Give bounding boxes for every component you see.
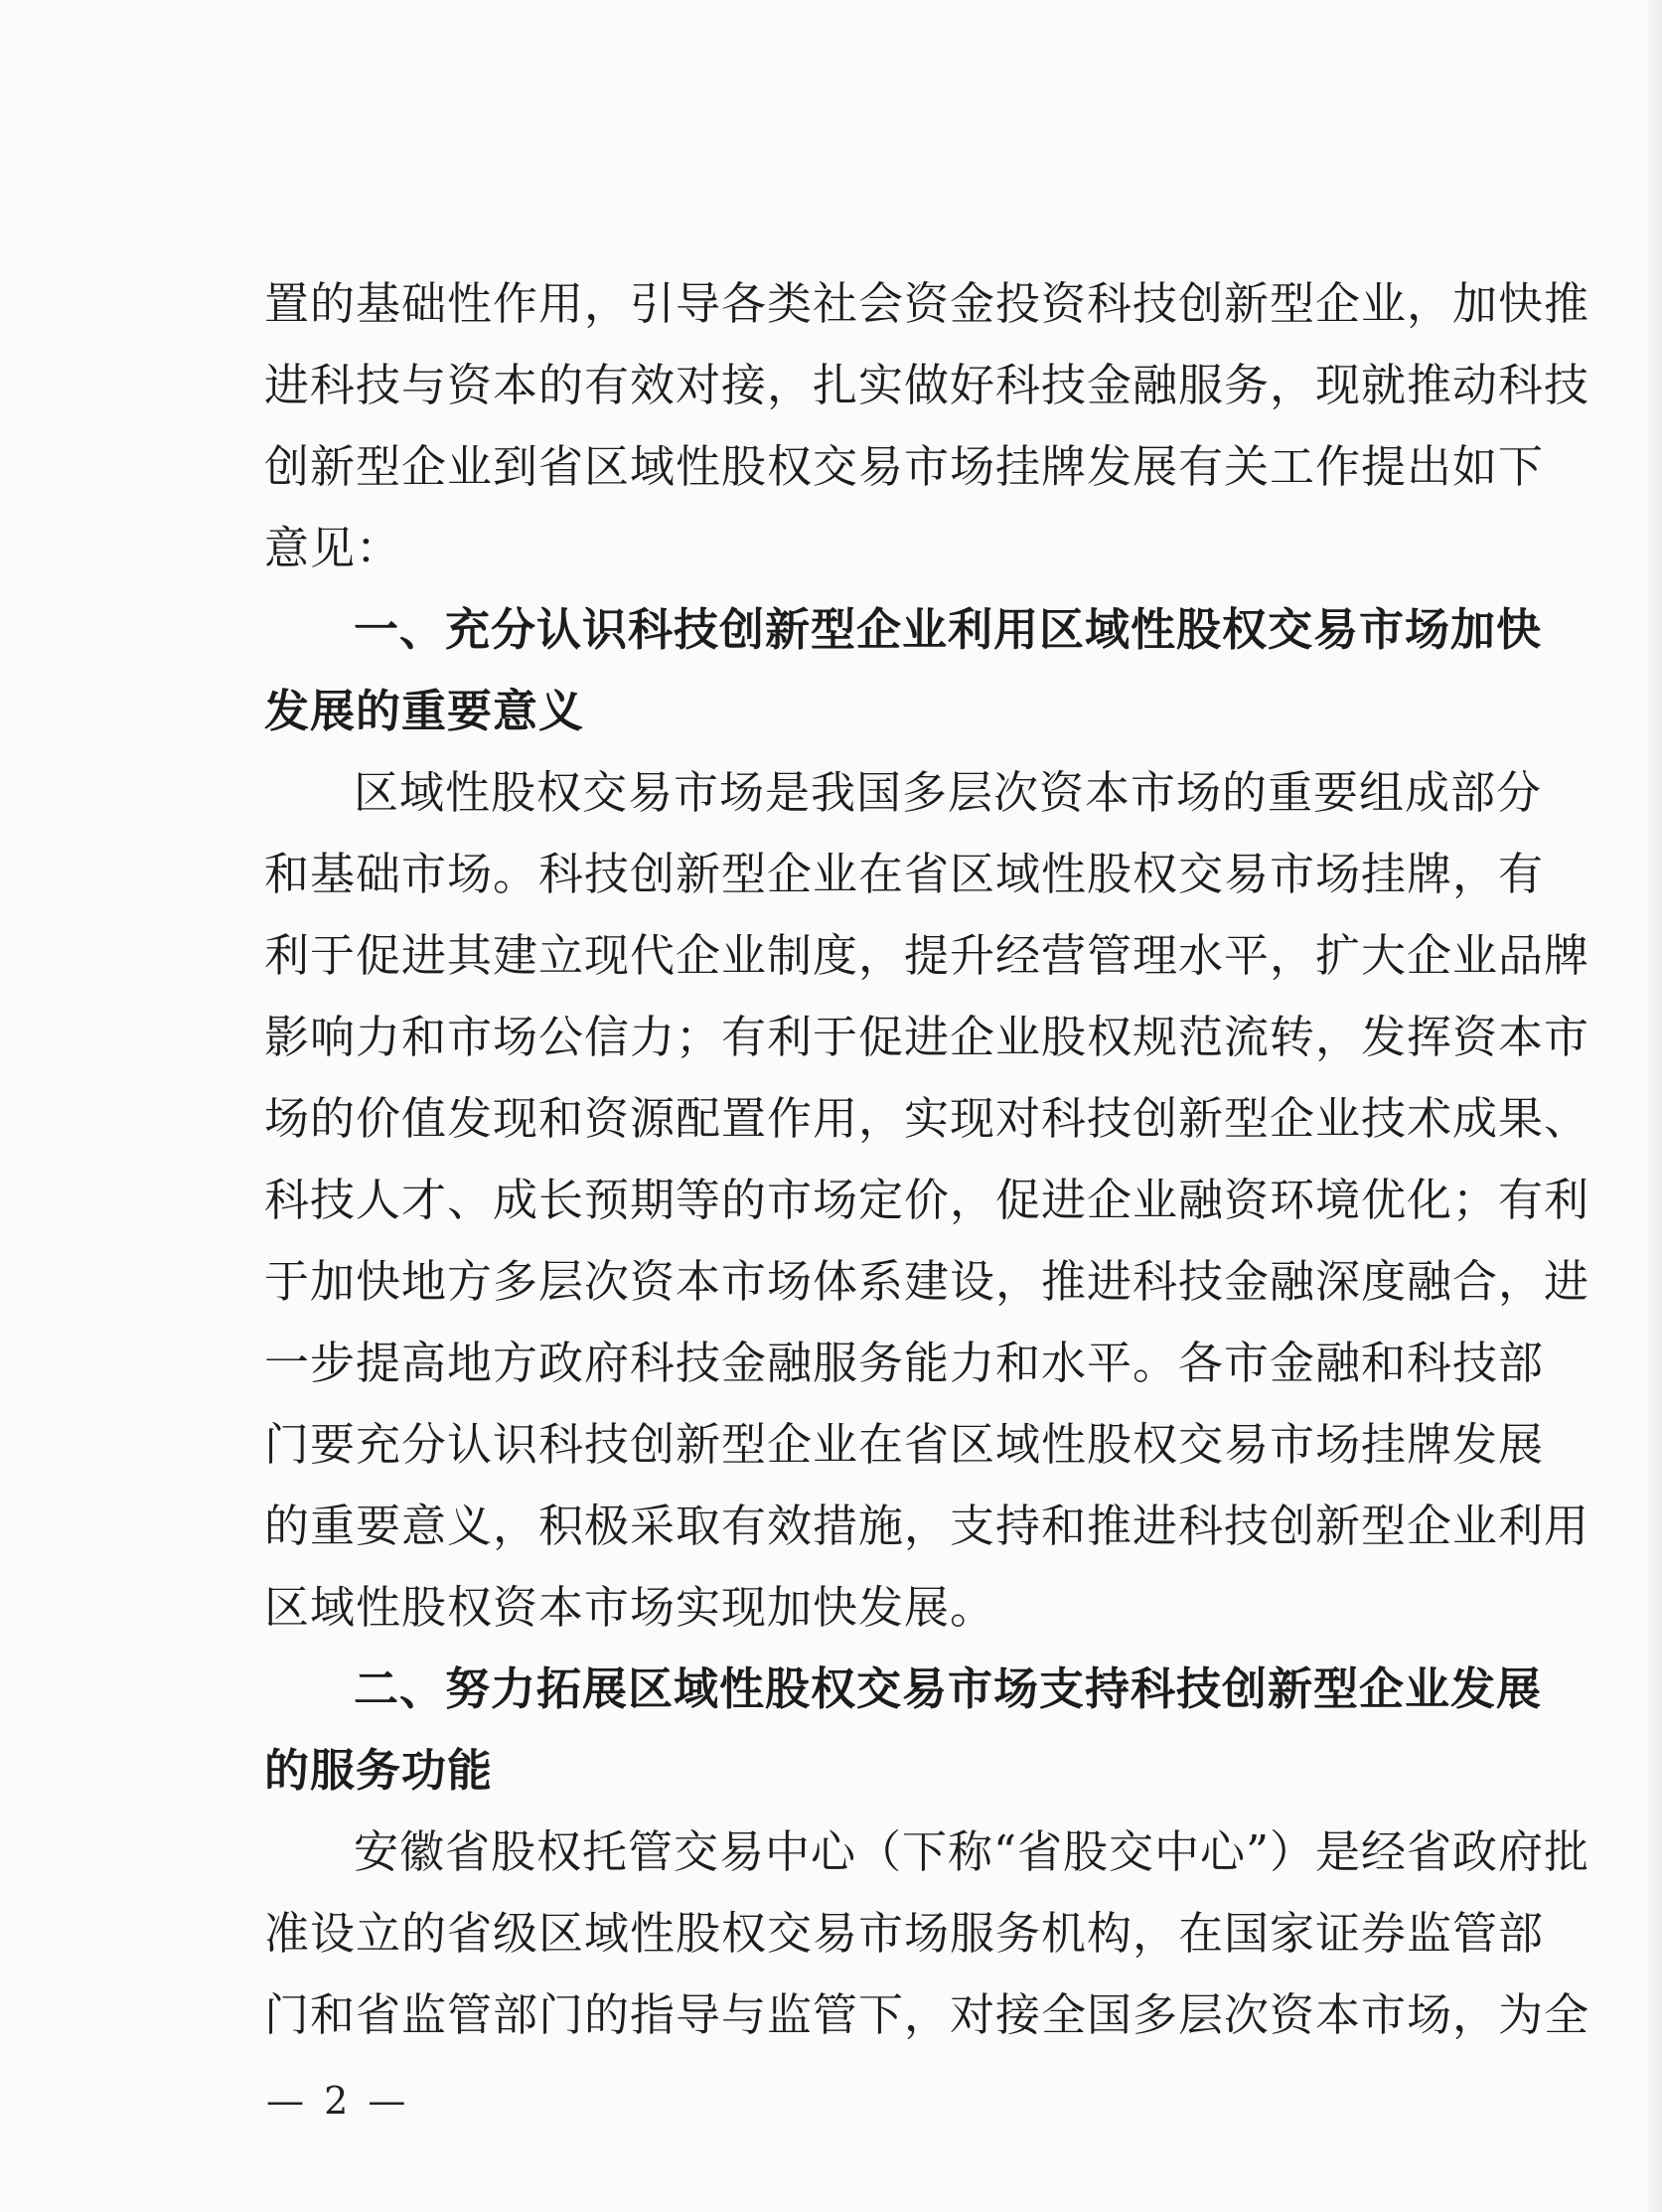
section-heading-1-cont: 发展的重要意义: [264, 685, 585, 737]
body-line: 意见：: [264, 522, 402, 574]
body-line: 创新型企业到省区域性股权交易市场挂牌发展有关工作提出如下: [264, 440, 1545, 493]
body-line: 置的基础性作用，引导各类社会资金投资科技创新型企业，加快推: [264, 277, 1590, 330]
section-heading-2-cont: 的服务功能: [264, 1744, 494, 1797]
body-line: 一步提高地方政府科技金融服务能力和水平。各市金融和科技部: [264, 1337, 1545, 1389]
body-line: 场的价值发现和资源配置作用，实现对科技创新型企业技术成果、: [264, 1092, 1590, 1145]
page-number: — 2 —: [266, 2079, 410, 2123]
section-heading-2: 二、努力拓展区域性股权交易市场支持科技创新型企业发展: [354, 1662, 1543, 1715]
body-line: 门要充分认识科技创新型企业在省区域性股权交易市场挂牌发展: [264, 1418, 1545, 1471]
page-edge: [1648, 0, 1662, 2212]
body-line: 区域性股权交易市场是我国多层次资本市场的重要组成部分: [354, 766, 1543, 819]
body-line: 影响力和市场公信力；有利于促进企业股权规范流转，发挥资本市: [264, 1011, 1590, 1063]
body-line: 的重要意义，积极采取有效措施，支持和推进科技创新型企业利用: [264, 1500, 1590, 1552]
body-line: 于加快地方多层次资本市场体系建设，推进科技金融深度融合，进: [264, 1255, 1590, 1308]
body-line: 区域性股权资本市场实现加快发展。: [264, 1581, 996, 1634]
body-line: 安徽省股权托管交易中心（下称“省股交中心”）是经省政府批: [354, 1825, 1590, 1878]
body-line: 进科技与资本的有效对接，扎实做好科技金融服务，现就推动科技: [264, 359, 1590, 411]
body-line: 门和省监管部门的指导与监管下，对接全国多层次资本市场，为全: [264, 1988, 1590, 2041]
body-line: 科技人才、成长预期等的市场定价，促进企业融资环境优化；有利: [264, 1174, 1590, 1226]
body-line: 准设立的省级区域性股权交易市场服务机构，在国家证券监管部: [264, 1907, 1545, 1960]
section-heading-1: 一、充分认识科技创新型企业利用区域性股权交易市场加快: [354, 603, 1543, 656]
body-line: 和基础市场。科技创新型企业在省区域性股权交易市场挂牌，有: [264, 848, 1545, 900]
document-body: [264, 263, 1590, 2056]
body-line: 利于促进其建立现代企业制度，提升经营管理水平，扩大企业品牌: [264, 929, 1590, 982]
